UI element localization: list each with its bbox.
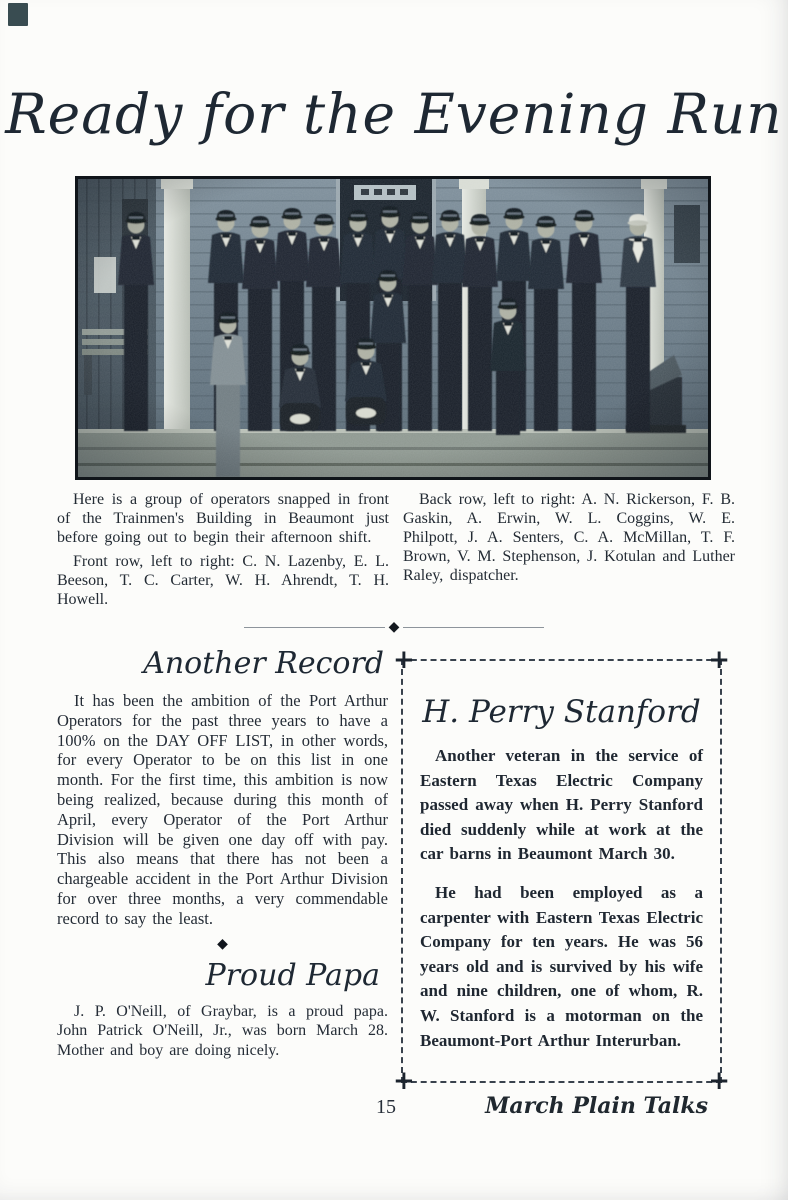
- photo-captions: [57, 490, 735, 614]
- proud-papa-body: J. P. O'Neill, of Graybar, is a proud papa. John Patrick O'Neill, Jr., was born March 28. Mother and boy are doing nicely.: [57, 1002, 388, 1059]
- corner-cross-icon: +: [708, 1066, 730, 1096]
- another-record-body: It has been the ambition of the Port Arthur Operators for the past three years to have a 100% on the DAY OFF LIST, in other words, for every Operator to be on this list in one month. For the first time, this ambition is now being realized, because during this month of April, every Operator of the Port Arthur Division will be given one day off with pay. This also means that there has not been a chargeable accident in the Port Arthur Division for over three months, a very commendable record to say the least.: [57, 691, 388, 928]
- corner-cross-icon: +: [393, 645, 415, 675]
- diamond-icon: ◆: [217, 935, 228, 952]
- stanford-obituary-box: [393, 645, 730, 1096]
- corner-cross-icon: +: [393, 1066, 415, 1096]
- stanford-heading: H. Perry Stanford: [422, 694, 701, 730]
- caption-right-paragraph: Back row, left to right: A. N. Rickerson, F. B. Gaskin, A. Erwin, W. L. Coggins, W. E. Philpott, J. A. Senters, C. A. McMillan, T. F. Brown, V. M. Stephenson, J. Kotulan and Luther Raley, dispatcher.: [403, 491, 735, 584]
- group-photo: [75, 176, 711, 480]
- another-record-heading: Another Record: [143, 646, 384, 681]
- divider-line-right: [403, 627, 544, 628]
- stanford-paragraph-2: He had been employed as a carpenter with Eastern Texas Electric Company for ten years. He was 56 years old and is survived by his wife and nine children, one of whom, R. W. Stanford is a motorman on the Beaumont-Port Arthur Interurban.: [420, 882, 703, 1050]
- caption-left-column: [57, 490, 389, 614]
- scan-corner-mark: [8, 3, 28, 26]
- corner-cross-icon: +: [708, 645, 730, 675]
- page-title: Ready for the Evening Run: [5, 82, 783, 146]
- left-article-column: [57, 646, 388, 1060]
- caption-left-paragraph-2: Front row, left to right: C. N. Lazenby, E. L. Beeson, T. C. Carter, W. H. Ahrendt, T. H. Howell.: [57, 553, 389, 608]
- caption-left-paragraph-1: Here is a group of operators snapped in front of the Trainmen's Building in Beaumont just before going out to begin their afternoon shift.: [57, 491, 389, 546]
- group-photo-illustration: [78, 179, 708, 477]
- diamond-icon: ◆: [388, 619, 400, 635]
- page-number: 15: [376, 1096, 396, 1118]
- proud-papa-heading: Proud Papa: [205, 957, 380, 993]
- divider-line-left: [244, 627, 385, 628]
- stanford-paragraph-1: Another veteran in the service of Eastern Texas Electric Company passed away when H. Perry Stanford died suddenly while at work at the car barns in Beaumont March 30.: [420, 746, 703, 864]
- publication-footer: March Plain Talks: [485, 1093, 708, 1119]
- section-divider: [244, 618, 544, 636]
- caption-right-column: [403, 490, 735, 614]
